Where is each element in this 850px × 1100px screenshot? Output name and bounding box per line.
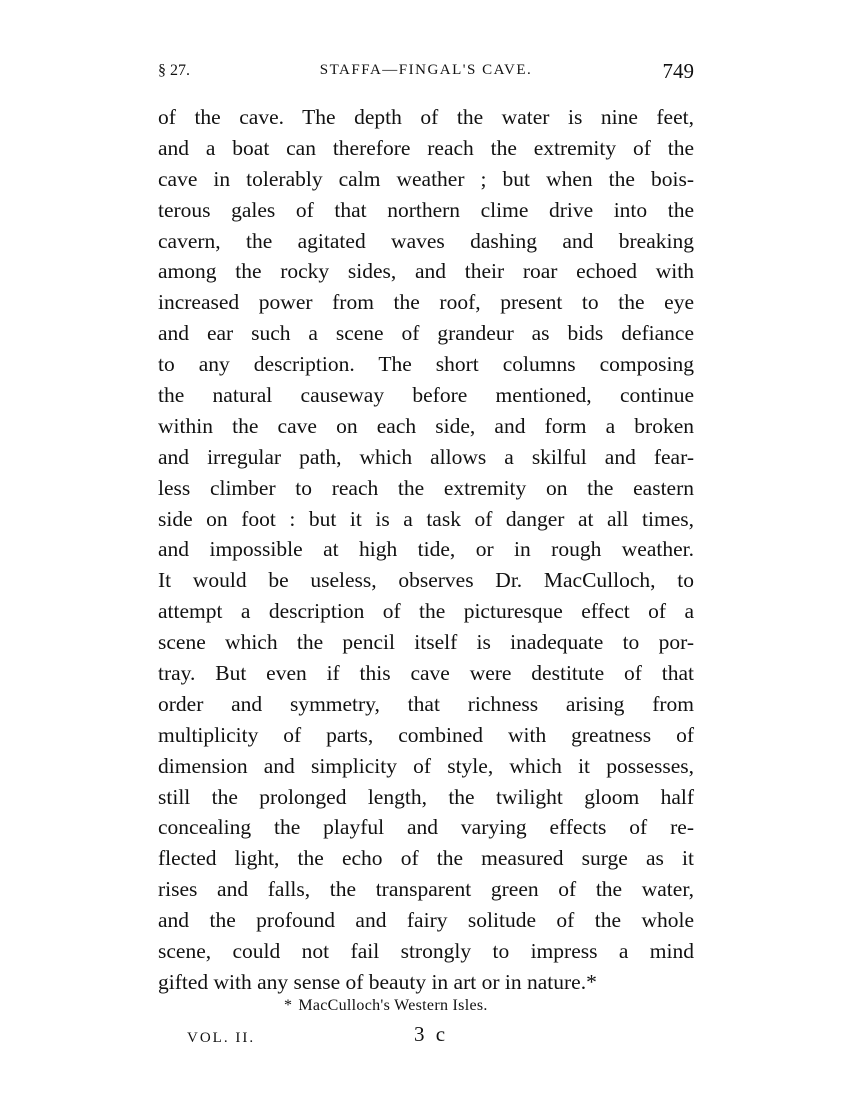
text-line: and irregular path, which allows a skilful and fear- [158,444,694,469]
text-line: and impossible at high tide, or in rough weather. [158,537,694,562]
text-line: scene, could not fail strongly to impress a mind [158,939,694,964]
text-line: cave in tolerably calm weather ; but when the bois- [158,166,694,191]
page-number: 749 [662,59,694,83]
text-line: the natural causeway before mentioned, continue [158,383,694,408]
text-line: and the profound and fairy solitude of the whole [158,908,694,933]
text-line: of the cave. The depth of the water is nine feet, [158,105,694,129]
text-line: terous gales of that northern clime drive into the [158,197,694,222]
text-line: and ear such a scene of grandeur as bids defiance [158,321,694,346]
text-line: side on foot : but it is a task of danger at all times, [158,506,694,531]
text-line: among the rocky sides, and their roar echoed with [158,259,694,284]
running-title: STAFFA—FINGAL'S CAVE. [319,62,533,78]
text-line: multiplicity of parts, combined with greatness of [158,722,694,747]
text-line: scene which the pencil itself is inadequate to por- [158,630,694,655]
section-number: § 27. [158,62,190,79]
text-line: dimension and simplicity of style, which it possesses, [158,753,694,778]
text-line: It would be useless, observes Dr. MacCulloch, to [158,568,694,593]
body-text [158,102,694,998]
text-line: order and symmetry, that richness arising from [158,691,694,716]
text-line: increased power from the roof, present to the eye [158,290,694,315]
text-line: rises and falls, the transparent green of the water, [158,877,694,902]
text-line: still the prolonged length, the twilight gloom half [158,784,694,809]
text-line: attempt a description of the picturesque effect of a [158,599,694,624]
text-line: concealing the playful and varying effects of re- [158,815,694,840]
text-line: within the cave on each side, and form a broken [158,413,694,438]
text-line: cavern, the agitated waves dashing and breaking [158,228,694,253]
text-line: less climber to reach the extremity on the eastern [158,475,694,500]
text-line: flected light, the echo of the measured surge as it [158,846,694,871]
text-line: and a boat can therefore reach the extremity of the [158,135,694,160]
text-line: tray. But even if this cave were destitute of that [158,661,694,686]
signature-mark: 3 c [414,1022,449,1046]
footnote-text: MacCulloch's Western Isles. [298,997,488,1014]
running-head [158,59,694,86]
footnote [284,997,488,1015]
footnote-marker: * [284,997,293,1014]
text-line: to any description. The short columns composing [158,352,694,377]
text-line: gifted with any sense of beauty in art or in nature.* [158,969,597,994]
volume-label: VOL. II. [187,1030,256,1046]
